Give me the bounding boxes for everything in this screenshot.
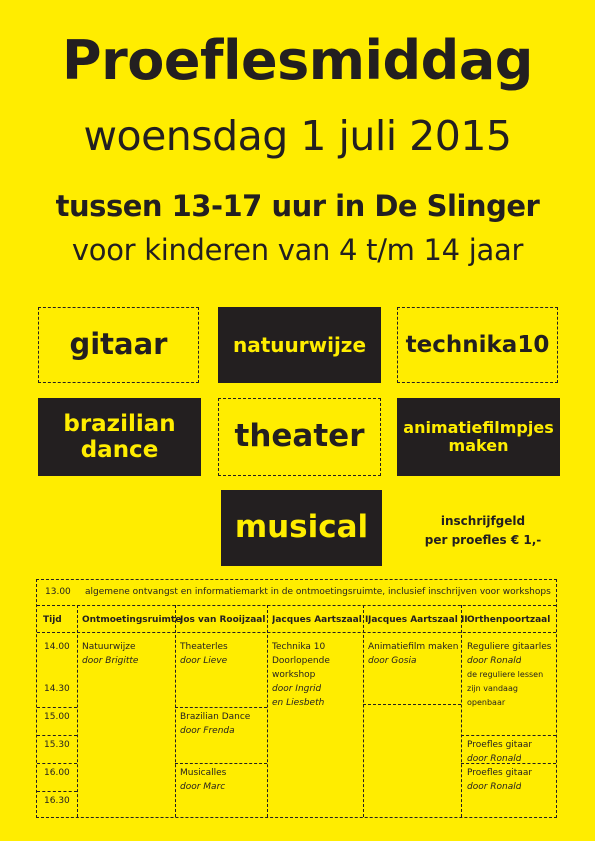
fee-line1: inschrijfgeld [440,514,526,528]
poster-title: Proeflesmiddag [62,29,533,92]
header-jacques-aartszaal-1: Jacques Aartszaal I [272,615,369,625]
divider [461,735,556,736]
orthen-activity-1: Reguliere gitaarles [467,642,552,652]
jos-host-3: door Marc [180,782,226,792]
jos-activity-2: Brazilian Dance [180,712,251,722]
orthen-activity-3: Proefles gitaar [467,768,533,778]
intro-text: algemene ontvangst en informatiemarkt in de ontmoetingsruimte, inclusief inschrijven voor workshops [85,587,551,597]
divider [175,763,267,764]
ontmoeting-activity: Natuurwijze [82,642,136,652]
divider [461,763,556,764]
header-orthenpoortzaal: Orthenpoortzaal [467,615,551,625]
orthen-activity-2: Proefles gitaar [467,740,533,750]
workshop-brazilian-dance [38,398,201,476]
jacques1-line2: Doorlopende [272,656,330,666]
workshop-gitaar-label: gitaar [69,327,168,362]
jacques1-host2: en Liesbeth [272,698,325,708]
orthen-note-2: zijn vandaag openbaar [467,684,518,707]
time-1530: 15.30 [44,740,70,750]
poster-audience: voor kinderen van 4 t/m 14 jaar [71,233,524,267]
jacques2-activity: Animatiefilm maken [368,642,459,652]
workshop-animatie-line2: maken [448,436,509,455]
divider [175,707,267,708]
workshop-musical [221,490,382,566]
poster-date: woensdag 1 juli 2015 [83,112,512,160]
header-ontmoetingsruimte: Ontmoetingsruimte [82,615,182,625]
workshop-technika [397,307,558,383]
divider [363,605,364,817]
divider [267,605,268,817]
divider [37,791,77,792]
workshop-gitaar [38,307,199,383]
time-1430: 14.30 [44,684,70,694]
jos-activity-3: Musicalles [180,768,227,778]
orthen-host-3: door Ronald [467,782,522,792]
divider [37,763,77,764]
time-1400: 14.00 [44,642,70,652]
divider [461,605,462,817]
workshop-musical-label: musical [234,509,369,546]
jos-host-1: door Lieve [180,656,228,666]
divider [37,707,77,708]
workshop-natuurwijze-label: natuurwijze [232,332,367,357]
divider [37,605,556,606]
workshop-brazilian-line1: brazilian [63,410,176,437]
jos-activity-1: Theaterles [180,642,228,652]
header-jacques-aartszaal-2: Jacques Aartszaal II [368,615,468,625]
jacques1-host1: door Ingrid [272,684,322,694]
header-jos-van-rooijzaal: Jos van Rooijzaal [180,615,266,625]
workshop-animatie-line1: animatiefilmpjes [403,417,554,437]
header-tijd: Tijd [43,615,62,625]
intro-time: 13.00 [45,587,71,597]
divider [77,605,78,817]
fee-line2: per proefles € 1,- [424,533,542,547]
workshop-theater [218,398,381,476]
workshop-theater-label: theater [234,418,365,455]
divider [37,632,556,633]
time-1600: 16.00 [44,768,70,778]
jos-host-2: door Frenda [180,726,235,736]
fee-note [418,512,548,550]
jacques1-line3: workshop [272,670,316,680]
divider [363,704,461,705]
workshop-brazilian-line2: dance [80,437,159,463]
time-1500: 15.00 [44,712,70,722]
jacques1-line1: Technika 10 [272,642,326,652]
poster-time-place: tussen 13-17 uur in De Slinger [55,189,540,223]
time-1630: 16.30 [44,796,70,806]
workshop-animatie [397,398,560,476]
orthen-host-1: door Ronald [467,656,522,666]
divider [37,735,77,736]
orthen-note-1: de reguliere lessen [467,670,544,679]
ontmoeting-host: door Brigitte [82,656,139,666]
workshop-technika-label: technika10 [405,331,550,358]
schedule-table [36,579,557,818]
workshop-natuurwijze [218,307,381,383]
divider [175,605,176,817]
orthen-host-2: door Ronald [467,754,522,764]
jacques2-host: door Gosia [368,656,417,666]
